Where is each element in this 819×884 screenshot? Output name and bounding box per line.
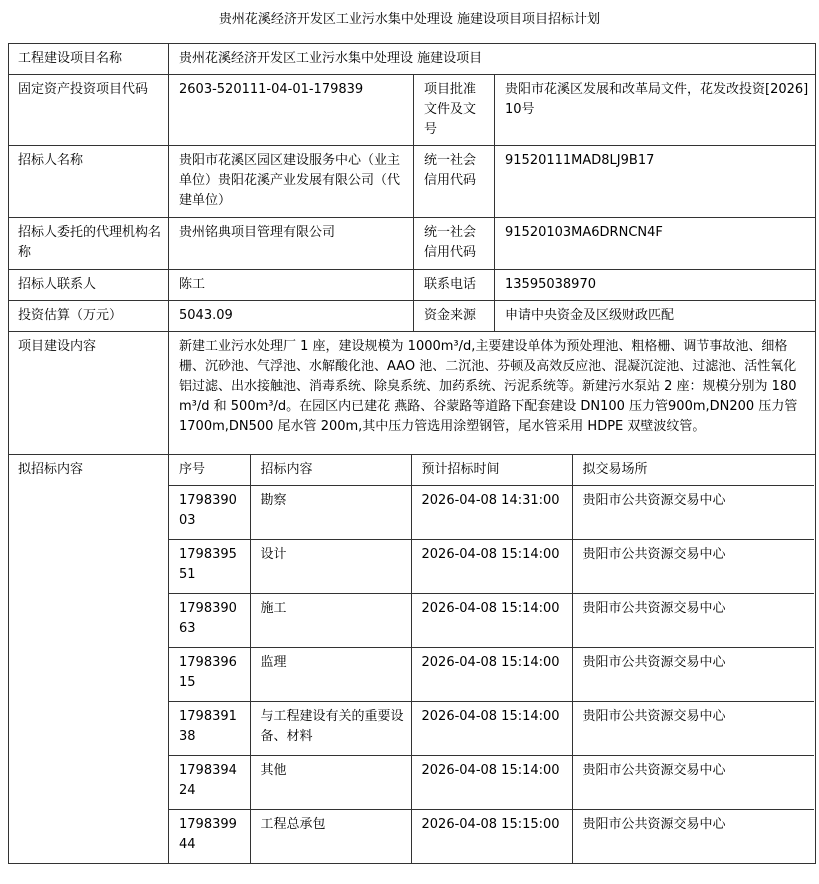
phone-value: 13595038970: [495, 270, 816, 301]
agent-value: 贵州铭典项目管理有限公司: [169, 218, 414, 270]
row-time: 2026-04-08 15:14:00: [411, 756, 572, 810]
row-place: 贵阳市公共资源交易中心: [572, 648, 814, 702]
row-time: 2026-04-08 14:31:00: [411, 486, 572, 540]
row-investment: [9, 301, 816, 332]
row-place: 贵阳市公共资源交易中心: [572, 486, 814, 540]
agent-credit-value: 91520103MA6DRNCN4F: [495, 218, 816, 270]
header-no: 序号: [169, 455, 250, 486]
table-row: [169, 540, 814, 594]
header-item: 招标内容: [250, 455, 411, 486]
row-time: 2026-04-08 15:15:00: [411, 810, 572, 864]
construction-content-label: 项目建设内容: [9, 332, 169, 455]
row-place: 贵阳市公共资源交易中心: [572, 702, 814, 756]
approval-doc-value: 贵阳市花溪区发展和改革局文件，花发改投资[2026]10号: [495, 75, 816, 146]
project-name-label: 工程建设项目名称: [9, 44, 169, 75]
row-time: 2026-04-08 15:14:00: [411, 648, 572, 702]
fund-source-label: 资金来源: [414, 301, 495, 332]
row-no: 179839003: [169, 486, 250, 540]
row-item: 勘察: [250, 486, 411, 540]
row-item: 与工程建设有关的重要设备、材料: [250, 702, 411, 756]
row-contact: [9, 270, 816, 301]
table-row: [169, 648, 814, 702]
row-no: 179839944: [169, 810, 250, 864]
table-row: [169, 756, 814, 810]
row-time: 2026-04-08 15:14:00: [411, 540, 572, 594]
tenderer-credit-value: 91520111MAD8LJ9B17: [495, 146, 816, 218]
table-row: [169, 810, 814, 864]
row-no: 179839551: [169, 540, 250, 594]
row-place: 贵阳市公共资源交易中心: [572, 594, 814, 648]
agent-label: 招标人委托的代理机构名称: [9, 218, 169, 270]
row-item: 工程总承包: [250, 810, 411, 864]
project-info-table: [8, 43, 816, 864]
row-no: 179839138: [169, 702, 250, 756]
tenderer-credit-label: 统一社会信用代码: [414, 146, 495, 218]
investment-label: 投资估算（万元）: [9, 301, 169, 332]
row-time: 2026-04-08 15:14:00: [411, 702, 572, 756]
table-row: [169, 702, 814, 756]
project-code-label: 固定资产投资项目代码: [9, 75, 169, 146]
row-construction-content: [9, 332, 816, 455]
row-project-name: [9, 44, 816, 75]
row-tenderer: [9, 146, 816, 218]
row-item: 设计: [250, 540, 411, 594]
tender-plan-table: [169, 455, 814, 863]
approval-doc-label: 项目批准文件及文号: [414, 75, 495, 146]
row-item: 监理: [250, 648, 411, 702]
fund-source-value: 申请中央资金及区级财政匹配: [495, 301, 816, 332]
project-code-value: 2603-520111-04-01-179839: [169, 75, 414, 146]
row-place: 贵阳市公共资源交易中心: [572, 540, 814, 594]
row-place: 贵阳市公共资源交易中心: [572, 756, 814, 810]
row-tender-plan: [9, 455, 816, 864]
table-row: [169, 594, 814, 648]
tender-plan-label: 拟招标内容: [9, 455, 169, 864]
table-row: [169, 486, 814, 540]
row-no: 179839063: [169, 594, 250, 648]
agent-credit-label: 统一社会信用代码: [414, 218, 495, 270]
project-name-value: 贵州花溪经济开发区工业污水集中处理设 施建设项目: [169, 44, 816, 75]
row-item: 其他: [250, 756, 411, 810]
row-no: 179839424: [169, 756, 250, 810]
row-place: 贵阳市公共资源交易中心: [572, 810, 814, 864]
row-item: 施工: [250, 594, 411, 648]
header-place: 拟交易场所: [572, 455, 814, 486]
tenderer-value: 贵阳市花溪区园区建设服务中心（业主单位）贵阳花溪产业发展有限公司（代建单位）: [169, 146, 414, 218]
row-agent: [9, 218, 816, 270]
construction-content-value: 新建工业污水处理厂 1 座，建设规模为 1000m³/d,主要建设单体为预处理池、粗格栅、调节事故池、细格栅、沉砂池、气浮池、水解酸化池、AAO 池、二沉池、芬顿及高效反应池、混凝沉淀池、过滤池、活性氧化铝过滤、出水接触池、消毒系统、除臭系统、加药系统、污泥系统等。新建污水泵站 2 座：规模分别为 180m³/d 和 500m³/d。在园区内已建花 燕路、谷蒙路等道路下配套建设 DN100 压力管900m,DN200 压力管 1700m,DN500 尾水管 200m,其中压力管选用涂塑钢管，尾水管采用 HDPE 双壁波纹管。: [169, 332, 816, 455]
tenderer-label: 招标人名称: [9, 146, 169, 218]
tender-plan-header: [169, 455, 814, 486]
investment-value: 5043.09: [169, 301, 414, 332]
header-time: 预计招标时间: [411, 455, 572, 486]
page-title: 贵州花溪经济开发区工业污水集中处理设 施建设项目项目招标计划: [218, 12, 601, 27]
contact-value: 陈工: [169, 270, 414, 301]
phone-label: 联系电话: [414, 270, 495, 301]
contact-label: 招标人联系人: [9, 270, 169, 301]
row-time: 2026-04-08 15:14:00: [411, 594, 572, 648]
row-project-code: [9, 75, 816, 146]
row-no: 179839615: [169, 648, 250, 702]
